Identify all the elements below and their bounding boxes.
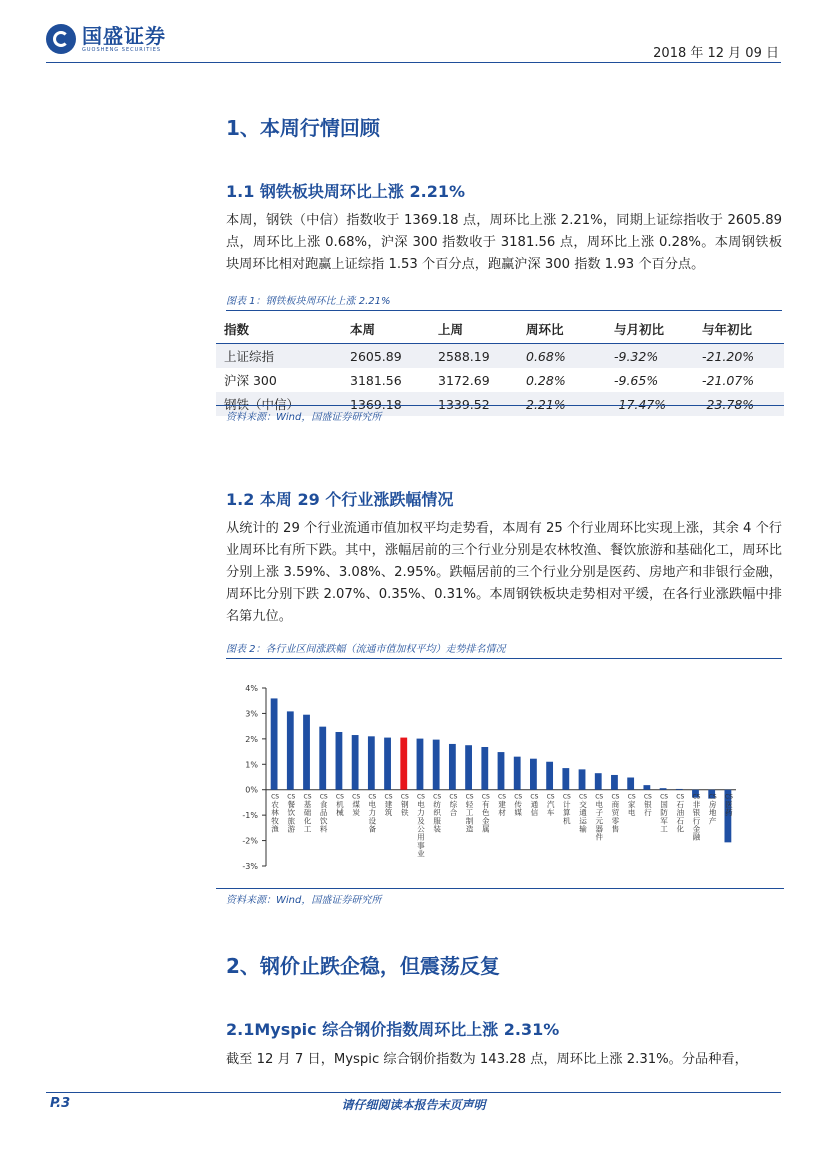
table-header-cell: 上周 [430,315,518,344]
x-tick-label: CS 机械 [335,793,344,818]
table-cell: -17.47% [606,392,694,416]
chart-bar [319,727,326,790]
table-bottom-rule [216,405,784,406]
x-tick-label: CS 石油石化 [676,793,685,834]
section-1-1-title: 1.1 钢铁板块周环比上涨 2.21% [226,182,465,201]
y-tick-label: -1% [242,811,258,821]
logo-text: 国盛证券 [82,24,166,48]
chart-bar [660,788,667,790]
chart-bottom-rule [216,888,784,889]
section-1-2-title: 1.2 本周 29 个行业涨跌幅情况 [226,490,454,509]
header-divider [46,62,781,63]
chart-bar [611,775,618,790]
x-tick-label: CS 汽车 [546,793,555,818]
table-cell: 3181.56 [350,372,402,388]
x-tick-label: CS 餐饮旅游 [287,793,296,834]
chart-bar [562,768,569,790]
x-tick-label: CS 电力设备 [368,793,377,834]
x-tick-label: CS 非银行金融 [692,793,701,842]
x-tick-label: CS 商贸零售 [611,793,620,834]
chart-bar [287,711,294,789]
x-tick-label: CS 有色金属 [481,793,490,834]
table-cell: 3172.69 [438,372,490,388]
disclaimer-note: 请仔细阅读本报告末页声明 [341,1098,486,1112]
logo-icon [46,24,76,54]
x-tick-label: CS 建筑 [384,793,393,818]
index-table [216,315,784,416]
chart-bar [546,762,553,790]
x-tick-label: CS 银行 [643,793,652,818]
table-header-row [216,315,784,344]
chart-bar [352,735,359,790]
table-cell: -9.32% [606,344,694,369]
table-cell: 1339.52 [430,392,518,416]
x-tick-label: CS 综合 [449,793,458,818]
logo-subtext: GUOSHENG SECURITIES [82,47,162,53]
section-1-1-paragraph: 本周，钢铁（中信）指数收于 1369.18 点，周环比上涨 2.21%，同期上证综指收于 2605.89 点，周环比上涨 0.68%，沪深 300 指数收于 3181.56 点，周环比上涨 0.28%。本周钢铁板块周环比相对跑赢上证综指 1.53 个百分点，跑赢沪深 300 指数 1.93 个百分点。 [226,213,782,272]
chart-bar [498,752,505,790]
x-tick-label: CS 国防军工 [660,793,669,834]
chart-bar [271,698,278,789]
x-tick-label: CS 农林牧渔 [271,793,280,834]
table-cell: 2588.19 [430,344,518,369]
table-cell: -9.65% [614,372,659,388]
y-tick-label: 4% [245,684,258,693]
table-cell: 上证综指 [216,344,342,369]
chart-bar [514,757,521,790]
footer-divider [46,1092,781,1093]
x-tick-label: CS 医药 [724,793,733,818]
chart-bar [303,715,310,790]
section-2-1-title: 2.1Myspic 综合钢价指数周环比上涨 2.31% [226,1020,560,1039]
report-date: 2018 年 12 月 09 日 [653,46,779,61]
table-cell: -23.78% [694,392,784,416]
table-cell: 0.28% [526,372,566,388]
x-tick-label: CS 纺织服装 [433,793,442,834]
chart-bar [579,769,586,789]
figure-1-source: 资料来源：Wind，国盛证券研究所 [226,412,382,423]
table-cell: 钢铁（中信） [216,392,342,416]
chart-bar [400,738,407,790]
figure-1-caption: 图表 1：钢铁板块周环比上涨 2.21% [226,292,782,311]
chart-bar [643,785,650,790]
x-tick-label: CS 食品饮料 [319,793,328,834]
x-tick-label: CS 建材 [498,793,506,818]
x-tick-label: CS 交通运输 [579,793,588,834]
y-tick-label: 1% [245,760,258,770]
table-row [216,368,784,392]
x-tick-label: CS 煤炭 [352,793,361,818]
x-tick-label: CS 电力及公用事业 [416,793,425,859]
y-tick-label: -2% [242,836,258,846]
x-tick-label: CS 轻工制造 [465,793,474,834]
x-tick-label: CS 通信 [530,793,539,818]
chart-bar [449,744,456,790]
chart-bar [627,778,634,790]
chart-bar [368,736,375,789]
company-logo [46,24,166,54]
table-cell: -21.20% [694,344,784,369]
section-1-title: 1、本周行情回顾 [226,116,380,140]
y-tick-label: -3% [242,862,258,871]
x-tick-label: CS 计算机 [562,793,571,826]
x-tick-label: CS 基础化工 [303,793,312,834]
section-2-title: 2、钢价止跌企稳，但震荡反复 [226,954,500,978]
chart-bar [465,745,472,790]
industry-returns-chart-svg [216,662,784,884]
x-tick-label: CS 传媒 [514,793,523,818]
industry-returns-chart [216,662,784,884]
table-cell: 2.21% [518,392,606,416]
table-header-cell: 与年初比 [694,315,784,344]
table-header-cell: 本周 [342,315,430,344]
x-tick-label: CS 钢铁 [400,793,409,818]
figure-2-caption: 图表 2：各行业区间涨跌幅（流通市值加权平均）走势排名情况 [226,640,782,659]
table-header-cell: 与月初比 [606,315,694,344]
y-tick-label: 0% [245,785,258,795]
chart-bar [530,759,537,790]
chart-bar [384,738,391,790]
x-tick-label: CS 电子元器件 [595,793,604,842]
chart-bar [481,747,488,790]
table-header-cell: 周环比 [518,315,606,344]
chart-bar [676,789,683,790]
table-cell: 1369.18 [342,392,430,416]
chart-bar [595,773,602,790]
figure-2-source: 资料来源：Wind，国盛证券研究所 [226,895,382,906]
y-tick-label: 2% [245,734,258,744]
table-cell: 0.68% [518,344,606,369]
y-tick-label: 3% [245,709,258,719]
section-1-2-paragraph: 从统计的 29 个行业流通市值加权平均走势看，本周有 25 个行业周环比实现上涨，其余 4 个行业周环比有所下跌。其中，涨幅居前的三个行业分别是农林牧渔、餐饮旅游和基础化工，周环比分别上涨 3.59%、3.08%、2.95%。跌幅居前的三个行业分别是医药、房地产和非银行金融，周环比分别下跌 2.07%、0.35%、0.31%。本周钢铁板块走势相对平缓，在各行业涨跌幅中排名第九位。 [226,521,782,624]
x-tick-label: CS 房地产 [708,793,717,826]
table-cell: 2605.89 [342,344,430,369]
page-number: P.3 [50,1096,71,1111]
table-row [216,344,784,369]
table-cell: -21.07% [702,372,755,388]
section-2-1-paragraph: 截至 12 月 7 日，Myspic 综合钢价指数为 143.28 点，周环比上涨 2.31%。分品种看， [226,1052,748,1067]
table-header-cell: 指数 [216,315,342,344]
chart-bar [417,739,424,790]
table-cell: 沪深 300 [224,373,277,388]
chart-bar [433,740,440,790]
x-tick-label: CS 家电 [627,793,636,818]
chart-bar [336,732,343,790]
